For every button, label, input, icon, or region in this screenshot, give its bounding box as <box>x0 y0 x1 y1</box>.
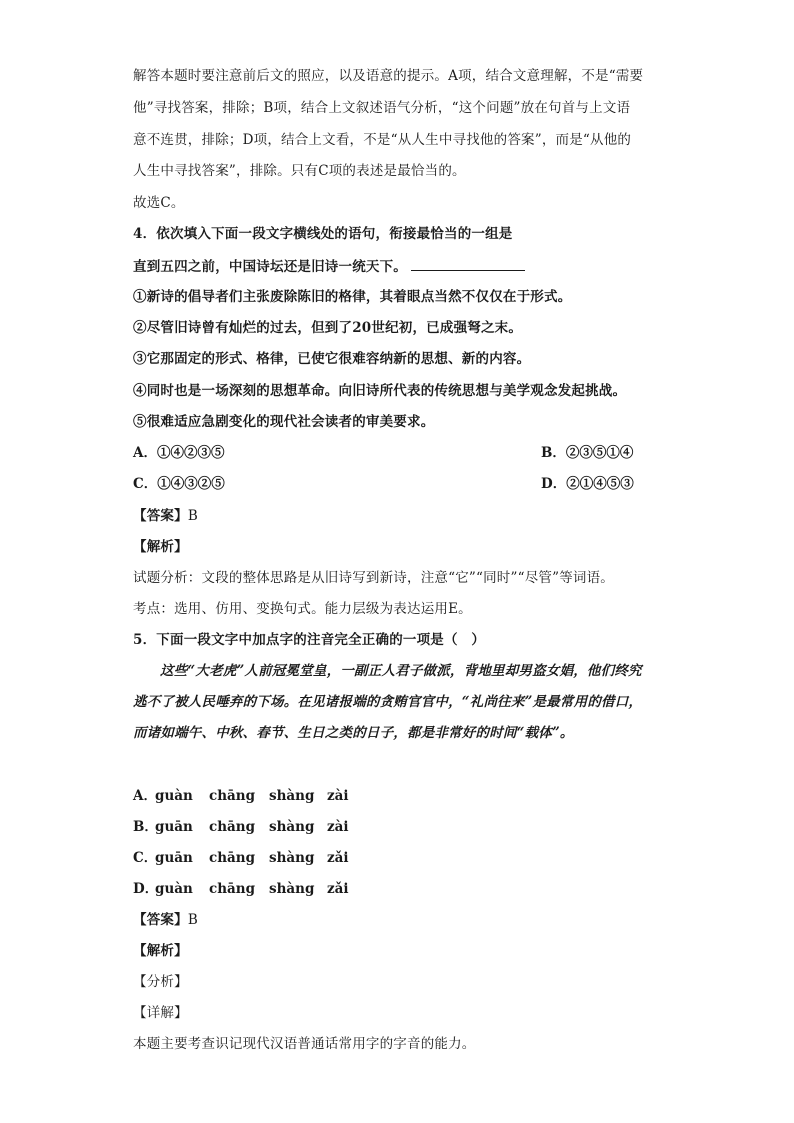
document-page: 解答本题时要注意前后文的照应，以及语意的提示。A项，结合文意理解，不是“需要 他”寻找答案，排除；B项，结合上文叙述语气分析，“这个问题”放在句首与上文语 意不连贯，排除；D项，结合上文看，不是“从人生中寻找他的答案”，而是“从他的 人生中寻找答案”，排除。只有C项的表述是最恰当的。 故选C。 4．依次填入下面一段文字横线处的语句，衔接最恰当的一组是 直到五四之前，中国诗坛还是旧诗一统天下。 ①新诗的倡导者们主张废除陈旧的格律，其着眼点当然不仅仅在于形式。 ②尽管旧诗曾有灿烂的过去，但到了20世纪初，已成强弩之末。 ③它那固定的形式、格律，已使它很难容纳新的思想、新的内容。 ④同时也是一场深刻的思想革命。向旧诗所代表的传统思想与美学观念发起挑战。 ⑤很难适应急剧变化的现代社会读者的审美要求。 A．①④②③⑤ B．②③⑤①④ C．①④③②⑤ D．②①④⑤③ 【答案】B 【解析】 试题分析：文段的整体思路是从旧诗写到新诗，注意“它”“同时”“尽管”等词语。 考点：选用、仿用、变换句式。能力层级为表达运用E。 5．下面一段文字中加点字的注音完全正确的一项是（ ） 这些“大老虎”人前冠冕堂皇，一副正人君子做派，背地里却男盗女娼，他们终究 逃不了被人民唾弃的下场。在见诸报端的贪贿官官中，“礼尚往来”是最常用的借口， 而诸如端午、中秋、春节、生日之类的日子，都是非常好的时间“载体”。 A． guàn chāng shàng zài B． guān chāng shàng zài C． guān chāng shàng zǎi D． guàn chāng shàng zǎi 【答案】B 【解析】 【分析】 【详解】 本题主要考查识记现代汉语普通话常用字的字音的能力。 <box>133 68 644 1052</box>
q5-passage-line-1: 这些“大老虎”人前冠冕堂皇，一副正人君子做派，背地里却男盗女娼，他们终究 <box>160 663 642 679</box>
q5-detail: 本题主要考查识记现代汉语普通话常用字的字音的能力。 <box>133 1036 476 1052</box>
intro-line-4: 人生中寻找答案”，排除。只有C项的表述是最恰当的。 <box>133 163 466 179</box>
q4-context-text: 直到五四之前，中国诗坛还是旧诗一统天下。 <box>133 259 407 275</box>
q5-answer <box>133 910 198 930</box>
q4-kaodian: 考点：选用、仿用、变换句式。能力层级为表达运用E。 <box>133 601 472 617</box>
q4-statement-4: ④同时也是一场深刻的思想革命。向旧诗所代表的传统思想与美学观念发起挑战。 <box>133 383 627 399</box>
q5-analysis-label: 【解析】 <box>133 943 188 959</box>
q4-blank <box>411 256 525 271</box>
q4-option-d: D．②①④⑤③ <box>541 476 634 492</box>
q4-stem: 4．依次填入下面一段文字横线处的语句，衔接最恰当的一组是 <box>133 226 513 242</box>
q4-statement-5: ⑤很难适应急剧变化的现代社会读者的审美要求。 <box>133 414 435 430</box>
q5-stem: 5．下面一段文字中加点字的注音完全正确的一项是（ ） <box>133 632 486 648</box>
q4-answer <box>133 506 198 526</box>
q5-passage-line-3: 而诸如端午、中秋、春节、生日之类的日子，都是非常好的时间“载体”。 <box>133 725 574 741</box>
q4-analysis: 试题分析：文段的整体思路是从旧诗写到新诗，注意“它”“同时”“尽管”等词语。 <box>133 570 615 586</box>
q5-xiangjie-label: 【详解】 <box>133 1005 188 1021</box>
answer-value: B <box>187 508 198 524</box>
q4-options-row-1 <box>133 443 634 463</box>
q4-option-a: A．①④②③⑤ <box>133 445 225 461</box>
intro-line-1: 解答本题时要注意前后文的照应，以及语意的提示。A项，结合文意理解，不是“需要 <box>133 68 644 84</box>
q5-passage-line-2: 逃不了被人民唾弃的下场。在见诸报端的贪贿官官中，“礼尚往来”是最常用的借口， <box>133 694 643 710</box>
intro-conclusion: 故选C。 <box>133 195 185 211</box>
q4-statement-2: ②尽管旧诗曾有灿烂的过去，但到了20世纪初，已成强弩之末。 <box>133 320 523 336</box>
q4-context <box>133 256 525 277</box>
answer-label: 【答案】 <box>133 912 188 928</box>
answer-value: B <box>187 912 198 928</box>
q4-option-c: C．①④③②⑤ <box>133 476 225 492</box>
q4-option-b: B．②③⑤①④ <box>541 445 634 461</box>
intro-line-3: 意不连贯，排除；D项，结合上文看，不是“从人生中寻找他的答案”，而是“从他的 <box>133 132 632 148</box>
answer-label: 【答案】 <box>133 508 188 524</box>
q4-analysis-label: 【解析】 <box>133 539 188 555</box>
q4-statement-1: ①新诗的倡导者们主张废除陈旧的格律，其着眼点当然不仅仅在于形式。 <box>133 289 572 305</box>
intro-line-2: 他”寻找答案，排除；B项，结合上文叙述语气分析，“这个问题”放在句首与上文语 <box>133 100 631 116</box>
q4-statement-3: ③它那固定的形式、格律，已使它很难容纳新的思想、新的内容。 <box>133 351 531 367</box>
q5-fenxi-label: 【分析】 <box>133 974 188 990</box>
q4-options-row-2 <box>133 474 634 494</box>
